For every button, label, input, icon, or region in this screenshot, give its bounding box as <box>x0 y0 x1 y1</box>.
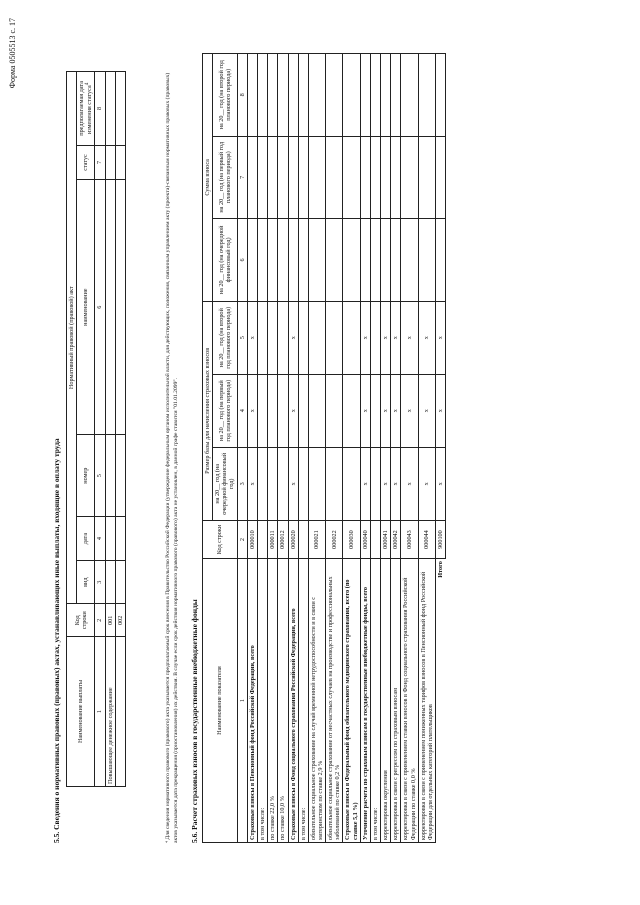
sum-cell <box>360 219 370 302</box>
table-row <box>115 72 125 787</box>
data-cell <box>105 72 115 146</box>
row-code: 000011 <box>268 520 278 558</box>
sum-cell <box>360 136 370 218</box>
column-number: 8 <box>237 54 247 137</box>
header-row-code: Код строки <box>67 604 95 637</box>
column-number: 6 <box>237 219 247 302</box>
table-row <box>257 54 267 843</box>
base-cell <box>343 301 360 374</box>
table-row <box>278 54 288 843</box>
base-cell: x <box>381 447 391 520</box>
row-label: корректировка округления <box>381 559 391 843</box>
row-label: в том числе: <box>257 559 267 843</box>
base-cell: x <box>381 374 391 447</box>
header-type: вид <box>77 560 95 604</box>
base-cell: x <box>418 301 435 374</box>
base-cell: x <box>435 447 445 520</box>
npa-table <box>66 71 126 787</box>
data-cell <box>105 517 115 561</box>
header-indicator: Наименование показателя <box>203 559 238 843</box>
insurance-table <box>202 53 446 843</box>
base-cell <box>257 301 267 374</box>
row-label: в том числе: <box>298 559 308 843</box>
column-number: 5 <box>237 301 247 374</box>
sum-cell <box>247 54 257 137</box>
section-5-5-title: 5.5. Сведения о нормативных правовых (правовых) актах, устанавливающих иные выплаты, входящие в оплату труда <box>52 438 61 843</box>
table-row <box>105 72 115 787</box>
sum-cell <box>391 219 401 302</box>
base-cell <box>257 447 267 520</box>
row-label <box>115 637 125 787</box>
sum-cell <box>391 54 401 137</box>
row-code <box>298 520 308 558</box>
header-sum-y3: на 20__ год (на второй год планового периода) <box>213 54 237 137</box>
row-code: 002 <box>115 604 125 637</box>
sum-cell <box>343 136 360 218</box>
column-number: 8 <box>95 72 105 146</box>
column-number: 7 <box>95 145 105 179</box>
sum-cell <box>257 54 267 137</box>
base-cell: x <box>418 447 435 520</box>
table-row <box>308 54 325 843</box>
sum-cell <box>298 54 308 137</box>
column-number: 7 <box>237 136 247 218</box>
header-sum-group: Сумма взноса <box>203 54 213 302</box>
sum-cell <box>435 219 445 302</box>
row-label: по ставке 10,0 % <box>278 559 288 843</box>
base-cell: x <box>391 447 401 520</box>
header-date: дата <box>77 517 95 561</box>
base-cell <box>326 301 343 374</box>
sum-cell <box>257 136 267 218</box>
row-code: 000012 <box>278 520 288 558</box>
base-cell <box>268 447 278 520</box>
table-row <box>418 54 435 843</box>
data-cell <box>105 435 115 517</box>
table-row <box>401 54 418 843</box>
row-label: Уточнение расчета по страховым взносам в государственные внебюджетные фонды, всего <box>360 559 370 843</box>
base-cell: x <box>418 374 435 447</box>
row-label: корректировка в связи с применением пониженных тарифов взносов в Пенсионный фонд Российской Федерации для отдельных категорий плательщиков <box>418 559 435 843</box>
base-cell: x <box>288 301 298 374</box>
base-cell <box>278 374 288 447</box>
base-cell <box>308 447 325 520</box>
base-cell <box>298 447 308 520</box>
sum-cell <box>381 54 391 137</box>
sum-cell <box>418 136 435 218</box>
sum-cell <box>298 136 308 218</box>
column-number: 1 <box>237 559 247 843</box>
sum-cell <box>278 136 288 218</box>
sum-cell <box>278 219 288 302</box>
header-status: статус <box>77 145 95 179</box>
base-cell <box>308 301 325 374</box>
sum-cell <box>370 54 380 137</box>
data-cell <box>115 180 125 435</box>
base-cell <box>326 374 343 447</box>
row-code: 900100 <box>435 520 445 558</box>
column-numbers-row <box>95 72 105 787</box>
data-cell <box>115 517 125 561</box>
sum-cell <box>268 136 278 218</box>
table-row <box>247 54 257 843</box>
base-cell: x <box>435 301 445 374</box>
sum-cell <box>343 54 360 137</box>
row-code: 000010 <box>247 520 257 558</box>
row-label: обязательное социальное страхование от несчастных случаев на производстве и профессиональных заболеваний по ставке 0,2 % <box>326 559 343 843</box>
base-cell <box>370 374 380 447</box>
sum-cell <box>326 54 343 137</box>
column-number: 3 <box>237 447 247 520</box>
data-cell <box>105 180 115 435</box>
data-cell <box>115 145 125 179</box>
row-code <box>257 520 267 558</box>
header-base-group: Размер базы для начисления страховых взносов <box>203 301 213 520</box>
row-code: 001 <box>105 604 115 637</box>
sum-cell <box>418 219 435 302</box>
base-cell <box>268 301 278 374</box>
column-number: 3 <box>95 560 105 604</box>
table-row <box>381 54 391 843</box>
sum-cell <box>370 219 380 302</box>
base-cell: x <box>391 301 401 374</box>
base-cell <box>257 374 267 447</box>
header-base-y3: на 20__ год (на второй год планового периода) <box>213 301 237 374</box>
row-code: 000043 <box>401 520 418 558</box>
form-code: Форма 0505513 с. 17 <box>8 18 17 89</box>
sum-cell <box>326 136 343 218</box>
header-npa-group: Нормативный правовой (правовой) акт <box>67 72 77 605</box>
row-label: Страховые взносы в Пенсионный фонд Российской Федерации, всего <box>247 559 257 843</box>
table-row <box>326 54 343 843</box>
table-row <box>268 54 278 843</box>
header-sum-y1: на 20__ год (на очередной финансовый год) <box>213 219 237 302</box>
header-number: номер <box>77 435 95 517</box>
base-cell: x <box>401 301 418 374</box>
base-cell: x <box>435 374 445 447</box>
base-cell: x <box>247 447 257 520</box>
base-cell <box>268 374 278 447</box>
column-number: 5 <box>95 435 105 517</box>
row-code <box>370 520 380 558</box>
base-cell: x <box>360 301 370 374</box>
column-numbers-row <box>237 54 247 843</box>
sum-cell <box>308 219 325 302</box>
row-label: в том числе: <box>370 559 380 843</box>
base-cell <box>278 447 288 520</box>
sum-cell <box>391 136 401 218</box>
sum-cell <box>268 219 278 302</box>
data-cell <box>115 560 125 604</box>
data-cell <box>105 560 115 604</box>
header-base-y2: на 20__ год (на первый год планового периода) <box>213 374 237 447</box>
base-cell <box>298 374 308 447</box>
section-5-6-title: 5.6. Расчет страховых взносов в государственные внебюджетные фонды <box>190 599 199 843</box>
sum-cell <box>401 54 418 137</box>
base-cell: x <box>360 447 370 520</box>
column-number: 4 <box>95 517 105 561</box>
base-cell: x <box>288 447 298 520</box>
sum-cell <box>360 54 370 137</box>
data-cell <box>105 145 115 179</box>
sum-cell <box>370 136 380 218</box>
column-number: 2 <box>237 520 247 558</box>
column-number: 6 <box>95 180 105 435</box>
table-row <box>343 54 360 843</box>
row-code: 000042 <box>391 520 401 558</box>
row-label: корректировка в связи с регрессом по страховым взносам <box>391 559 401 843</box>
table-row <box>391 54 401 843</box>
sum-cell <box>278 54 288 137</box>
row-label: обязательное социальное страхование на случай временной нетрудоспособности и в связи с материнством по ставке 2,9 % <box>308 559 325 843</box>
base-cell: x <box>247 301 257 374</box>
sum-cell <box>288 54 298 137</box>
column-number: 4 <box>237 374 247 447</box>
row-code: 000041 <box>381 520 391 558</box>
table-row <box>370 54 380 843</box>
row-label: корректировка в связи с применением ставки взносов в Фонд социального страхования Российской Федерации по ставке 0,0 % <box>401 559 418 843</box>
header-base-y1: на 20__ год (на очередной финансовый год) <box>213 447 237 520</box>
sum-cell <box>247 136 257 218</box>
data-cell <box>115 72 125 146</box>
sum-cell <box>435 136 445 218</box>
row-code: 000044 <box>418 520 435 558</box>
column-number: 2 <box>95 604 105 637</box>
base-cell: x <box>360 374 370 447</box>
column-number: 1 <box>95 637 105 787</box>
base-cell <box>370 447 380 520</box>
header-payment-name: Наименование выплаты <box>67 637 95 787</box>
sum-cell <box>268 54 278 137</box>
header-expiry: предполагаемая дата изменения статуса$^4$ <box>77 72 95 146</box>
sum-cell <box>418 54 435 137</box>
row-code: 000021 <box>308 520 325 558</box>
sum-cell <box>308 54 325 137</box>
row-label: Страховые взносы в Фонд социального страхования Российской Федерации, всего <box>288 559 298 843</box>
base-cell: x <box>391 374 401 447</box>
row-label: Повышающее денежное содержание <box>105 637 115 787</box>
base-cell <box>343 374 360 447</box>
sum-cell <box>435 54 445 137</box>
row-code: 000040 <box>360 520 370 558</box>
sum-cell <box>381 219 391 302</box>
base-cell <box>343 447 360 520</box>
base-cell <box>370 301 380 374</box>
header-name: наименование <box>77 180 95 435</box>
row-code: 000030 <box>343 520 360 558</box>
sum-cell <box>288 219 298 302</box>
base-cell: x <box>401 374 418 447</box>
base-cell: x <box>288 374 298 447</box>
sum-cell <box>257 219 267 302</box>
sum-cell <box>308 136 325 218</box>
table-row <box>298 54 308 843</box>
sum-cell <box>401 219 418 302</box>
row-label: Страховые взносы в Федеральный фонд обязательного медицинского страхования, всего (по ставке 5,1 %) <box>343 559 360 843</box>
base-cell <box>308 374 325 447</box>
header-row-code: Код строки <box>203 520 238 558</box>
row-code: 000022 <box>326 520 343 558</box>
base-cell <box>326 447 343 520</box>
sum-cell <box>326 219 343 302</box>
header-sum-y2: на 20__ год (на первый год планового периода) <box>213 136 237 218</box>
sum-cell <box>298 219 308 302</box>
footnote: ⁴ Для сведения нормативного правового (правового) акта указывается предполагаемый срок внесения в Правительство Российской Федерации (утверждение федеральным органом исполнительной власти, для действующих, положения, связанным управлением акту (проекта)-связанным нормативных правовых (правовых) актов указывается дата прекращения (приостановления) их действия. В случае если срок действия нормативного правового (правового) акта не установлен, в данной графе ставится "01.01.2099". <box>165 72 179 843</box>
total-row <box>435 54 445 843</box>
base-cell: x <box>247 374 257 447</box>
base-cell <box>278 301 288 374</box>
row-label: по ставке 22,0 % <box>268 559 278 843</box>
base-cell: x <box>381 301 391 374</box>
base-cell <box>298 301 308 374</box>
sum-cell <box>401 136 418 218</box>
data-cell <box>115 435 125 517</box>
sum-cell <box>381 136 391 218</box>
base-cell: x <box>401 447 418 520</box>
row-code: 000020 <box>288 520 298 558</box>
row-label: Итого <box>437 561 445 578</box>
table-row <box>288 54 298 843</box>
sum-cell <box>288 136 298 218</box>
sum-cell <box>343 219 360 302</box>
table-row <box>360 54 370 843</box>
sum-cell <box>247 219 257 302</box>
